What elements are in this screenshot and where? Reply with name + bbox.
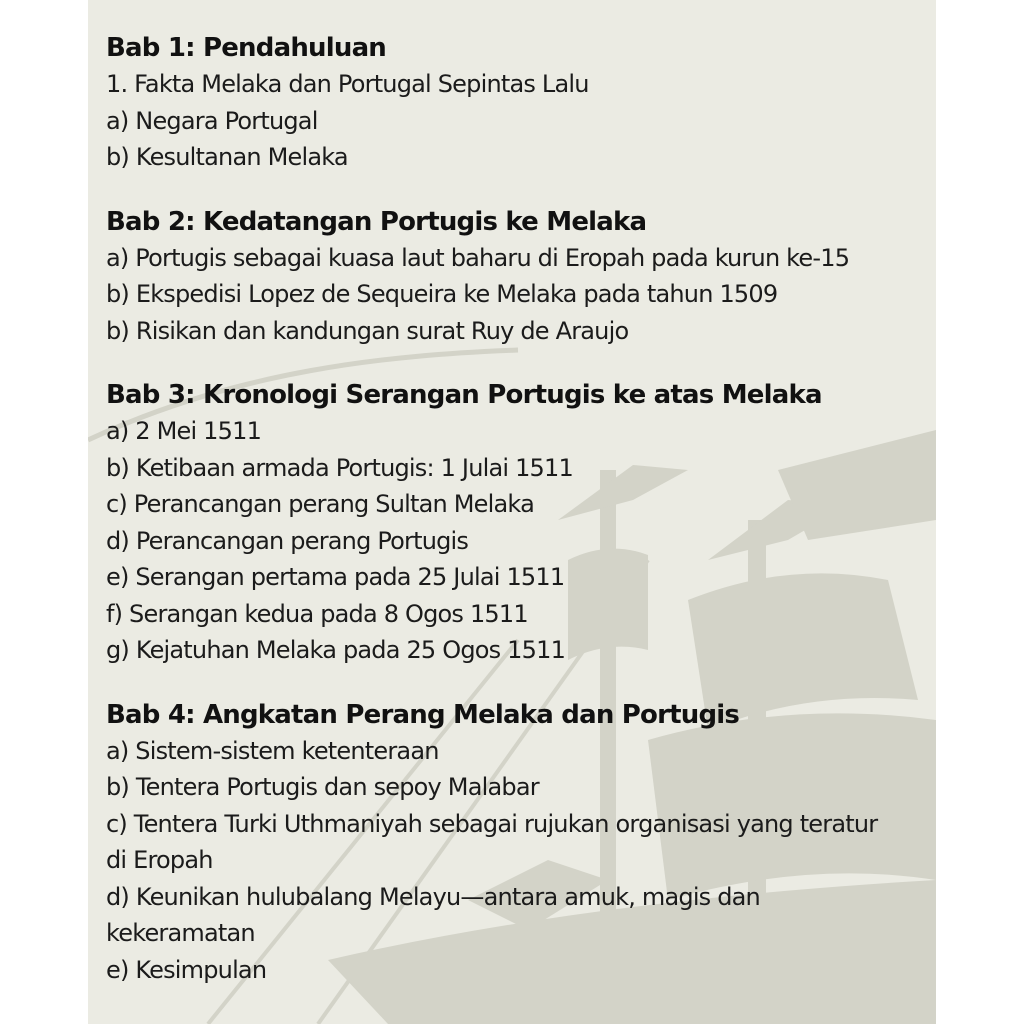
chapter-4-item: c) Tentera Turki Uthmaniyah sebagai rujukan organisasi yang teratur di Eropah (106, 809, 878, 874)
chapter-2 (106, 204, 926, 350)
chapter-3-item: c) Perancangan perang Sultan Melaka (106, 490, 535, 518)
chapter-2-item: b) Ekspedisi Lopez de Sequeira ke Melaka pada tahun 1509 (106, 280, 778, 308)
chapter-2-item: b) Risikan dan kandungan surat Ruy de Araujo (106, 316, 629, 345)
chapter-3-item: g) Kejatuhan Melaka pada 25 Ogos 1511 (106, 636, 566, 664)
chapter-1-title: Bab 1: Pendahuluan (106, 33, 387, 63)
chapter-4-title: Bab 4: Angkatan Perang Melaka dan Portugis (106, 699, 740, 730)
book-contents-page (88, 0, 936, 1024)
chapter-4-item: a) Sistem-sistem ketenteraan (106, 736, 439, 765)
chapter-1-item: b) Kesultanan Melaka (106, 143, 348, 171)
chapter-4-item: e) Kesimpulan (106, 955, 267, 984)
chapter-3-item: a) 2 Mei 1511 (106, 417, 262, 445)
chapter-3-item: f) Serangan kedua pada 8 Ogos 1511 (106, 599, 528, 628)
chapter-4-item: b) Tentera Portugis dan sepoy Malabar (106, 773, 539, 801)
chapter-3-item: d) Perancangan perang Portugis (106, 526, 469, 555)
chapter-3 (106, 377, 926, 669)
chapter-3-item: b) Ketibaan armada Portugis: 1 Julai 1511 (106, 453, 573, 482)
chapter-4-item: d) Keunikan hulubalang Melayu—antara amuk, magis dan kekeramatan (106, 882, 760, 947)
chapter-2-item: a) Portugis sebagai kuasa laut baharu di Eropah pada kurun ke-15 (106, 243, 850, 272)
chapter-1-item: a) Negara Portugal (106, 106, 318, 135)
chapter-3-title: Bab 3: Kronologi Serangan Portugis ke atas Melaka (106, 380, 822, 410)
chapter-2-title: Bab 2: Kedatangan Portugis ke Melaka (106, 206, 647, 237)
chapter-3-item: e) Serangan pertama pada 25 Julai 1511 (106, 563, 565, 591)
chapter-1-item: 1. Fakta Melaka dan Portugal Sepintas Lalu (106, 70, 589, 98)
chapter-4 (106, 697, 926, 989)
table-of-contents (106, 30, 926, 1016)
chapter-1 (106, 30, 926, 176)
